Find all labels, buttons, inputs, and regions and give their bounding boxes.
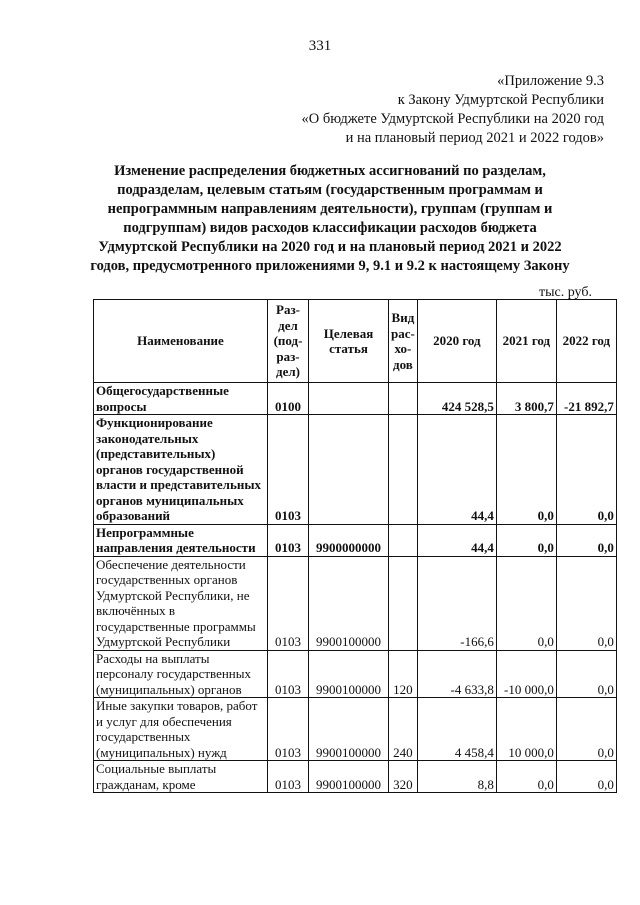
budget-table <box>93 299 617 793</box>
row-expense-type <box>389 524 418 556</box>
row-2022: 0,0 <box>556 698 616 761</box>
row-section: 0100 <box>268 383 309 415</box>
row-target: 9900100000 <box>309 761 389 793</box>
row-2020: -166,6 <box>417 556 496 650</box>
title-line: Изменение распределения бюджетных ассигнований по разделам, <box>114 163 546 179</box>
title-line: Удмуртской Республики на 2020 год и на плановый период 2021 и 2022 <box>98 239 562 255</box>
table-row <box>94 524 617 556</box>
row-2021: 0,0 <box>496 524 556 556</box>
row-2022: 0,0 <box>556 761 616 793</box>
title-line: подразделам, целевым статьям (государственным программам и <box>117 182 543 198</box>
row-section: 0103 <box>268 524 309 556</box>
row-expense-type <box>389 556 418 650</box>
row-2021: 0,0 <box>496 761 556 793</box>
title-line: годов, предусмотренного приложениями 9, 9.1 и 9.2 к настоящему Закону <box>90 258 570 274</box>
row-expense-type: 240 <box>389 698 418 761</box>
row-name: Социальные выплаты гражданам, кроме <box>94 761 268 793</box>
row-2022: 0,0 <box>556 556 616 650</box>
row-section: 0103 <box>268 650 309 698</box>
header-2021: 2021 год <box>496 300 556 383</box>
document-title <box>60 162 600 276</box>
row-target: 9900100000 <box>309 556 389 650</box>
table-row <box>94 650 617 698</box>
header-expense-type: Вид рас- хо- дов <box>389 300 418 383</box>
row-2020: 44,4 <box>417 415 496 525</box>
row-target <box>309 383 389 415</box>
header-name: Наименование <box>94 300 268 383</box>
table-row <box>94 698 617 761</box>
header-2020: 2020 год <box>417 300 496 383</box>
units-label: тыс. руб. <box>539 285 592 300</box>
appendix-line: и на плановый период 2021 и 2022 годов» <box>345 130 604 146</box>
appendix-line: «Приложение 9.3 <box>497 73 604 89</box>
header-section: Раз- дел (под- раз- дел) <box>268 300 309 383</box>
row-target <box>309 415 389 525</box>
row-section: 0103 <box>268 556 309 650</box>
row-2021: -10 000,0 <box>496 650 556 698</box>
row-2021: 10 000,0 <box>496 698 556 761</box>
row-section: 0103 <box>268 415 309 525</box>
row-2020: 44,4 <box>417 524 496 556</box>
table-header-row <box>94 300 617 383</box>
row-name: Функционирование законодательных (представительных) органов государственной власти и представительных органов муниципальных образований <box>94 415 268 525</box>
page-number: 331 <box>308 38 332 54</box>
header-2022: 2022 год <box>556 300 616 383</box>
row-2022: 0,0 <box>556 524 616 556</box>
row-section: 0103 <box>268 698 309 761</box>
row-2021: 0,0 <box>496 415 556 525</box>
row-name: Общегосударственные вопросы <box>94 383 268 415</box>
row-expense-type <box>389 383 418 415</box>
row-name: Иные закупки товаров, работ и услуг для обеспечения государственных (муниципальных) нужд <box>94 698 268 761</box>
row-2020: 8,8 <box>417 761 496 793</box>
title-line: непрограммным направлениям деятельности), группам (группам и <box>107 201 553 217</box>
row-target: 9900100000 <box>309 650 389 698</box>
row-name: Непрограммные направления деятельности <box>94 524 268 556</box>
row-2020: -4 633,8 <box>417 650 496 698</box>
row-2021: 0,0 <box>496 556 556 650</box>
row-2022: -21 892,7 <box>556 383 616 415</box>
row-2020: 424 528,5 <box>417 383 496 415</box>
appendix-reference <box>302 72 604 148</box>
row-2022: 0,0 <box>556 650 616 698</box>
row-expense-type: 320 <box>389 761 418 793</box>
row-target: 9900000000 <box>309 524 389 556</box>
table-row <box>94 415 617 525</box>
title-line: подгруппам) видов расходов классификации расходов бюджета <box>123 220 537 236</box>
row-expense-type: 120 <box>389 650 418 698</box>
table-row <box>94 761 617 793</box>
row-2022: 0,0 <box>556 415 616 525</box>
row-name: Расходы на выплаты персоналу государственных (муниципальных) органов <box>94 650 268 698</box>
appendix-line: «О бюджете Удмуртской Республики на 2020 год <box>301 111 604 127</box>
appendix-line: к Закону Удмуртской Республики <box>397 92 604 108</box>
row-section: 0103 <box>268 761 309 793</box>
header-target: Целевая статья <box>309 300 389 383</box>
table-row <box>94 383 617 415</box>
row-target: 9900100000 <box>309 698 389 761</box>
row-2021: 3 800,7 <box>496 383 556 415</box>
row-2020: 4 458,4 <box>417 698 496 761</box>
row-name: Обеспечение деятельности государственных органов Удмуртской Республики, не включённых в государственные программы Удмуртской Республики <box>94 556 268 650</box>
row-expense-type <box>389 415 418 525</box>
table-row <box>94 556 617 650</box>
